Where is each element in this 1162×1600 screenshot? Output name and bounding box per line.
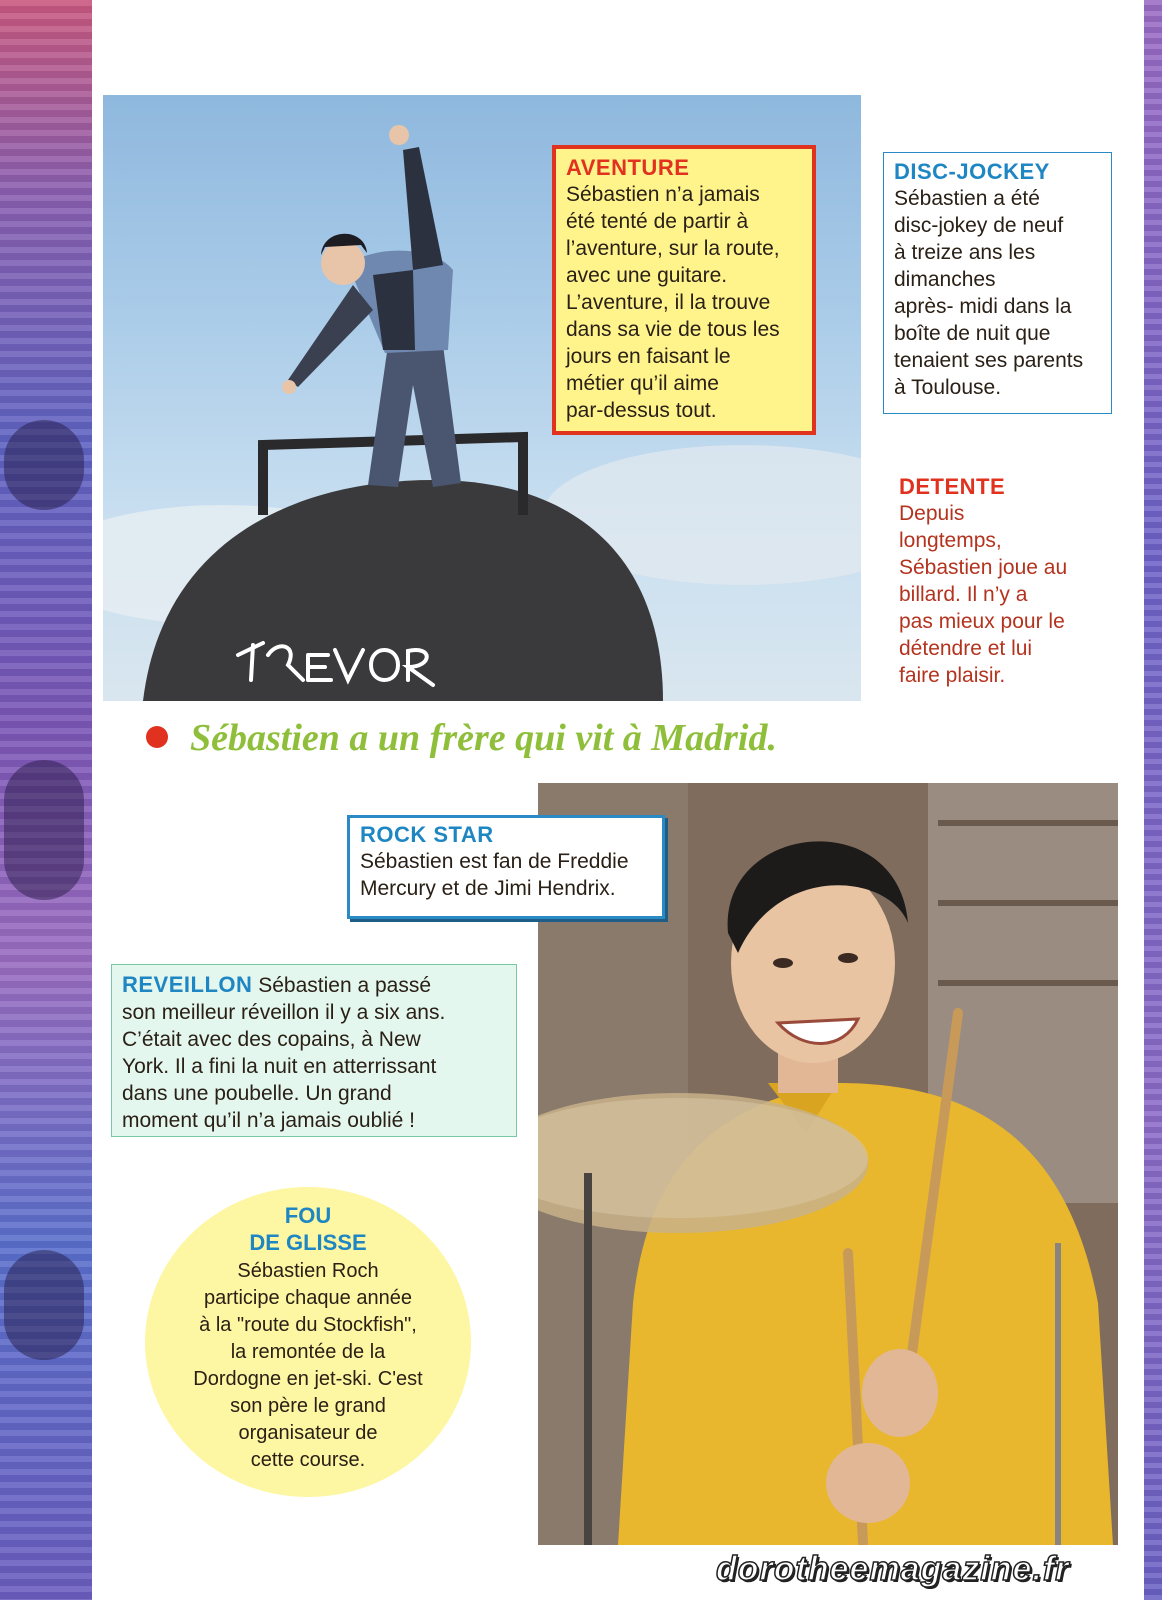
- rock-star-line: Mercury et de Jimi Hendrix.: [360, 877, 616, 900]
- reveillon-line: moment qu’il n’a jamais oublié !: [122, 1109, 415, 1132]
- detente-line: longtemps,: [899, 529, 1002, 552]
- reveillon-text: [122, 971, 506, 1134]
- fou-de-glisse-title: [145, 1202, 471, 1256]
- bullet-dot-icon: [146, 726, 168, 748]
- aventure-line: L’aventure, il la trouve: [566, 291, 771, 314]
- rock-star-title: ROCK STAR: [360, 822, 494, 847]
- border-blob: [4, 1250, 84, 1360]
- disc-jockey-line: à treize ans les: [894, 241, 1036, 264]
- detente-line: Depuis: [899, 502, 965, 525]
- fou-de-glisse-circle: [145, 1187, 471, 1497]
- disc-jockey-line: à Toulouse.: [894, 376, 1002, 399]
- fou-line: son père le grand: [230, 1395, 386, 1417]
- fou-title-line: DE GLISSE: [249, 1230, 367, 1255]
- detente-text: [899, 500, 1109, 689]
- reveillon-box: [111, 964, 517, 1137]
- fou-line: cette course.: [250, 1449, 366, 1471]
- site-watermark: dorotheemagazine.fr: [716, 1550, 1070, 1588]
- rock-star-box: [347, 815, 665, 919]
- disc-jockey-line: tenaient ses parents: [894, 349, 1084, 372]
- detente-line: Sébastien joue au: [899, 556, 1068, 579]
- disc-jockey-title: DISC-JOCKEY: [894, 159, 1050, 184]
- aventure-line: l’aventure, sur la route,: [566, 237, 780, 260]
- right-decorative-border: [1144, 0, 1162, 1600]
- border-blob: [4, 420, 84, 510]
- fou-line: organisateur de: [238, 1422, 378, 1444]
- fou-de-glisse-text: [145, 1258, 471, 1474]
- aventure-line: Sébastien n’a jamais: [566, 183, 760, 206]
- reveillon-line: dans une poubelle. Un grand: [122, 1082, 392, 1105]
- reveillon-line: York. Il a fini la nuit en atterrissant: [122, 1055, 437, 1078]
- detente-line: détendre et lui: [899, 637, 1033, 660]
- aventure-line: été tenté de partir à: [566, 210, 749, 233]
- aventure-text: [566, 181, 802, 424]
- disc-jockey-box: [883, 152, 1112, 414]
- left-decorative-border: [0, 0, 92, 1600]
- aventure-line: jours en faisant le: [566, 345, 731, 368]
- aventure-line: par-dessus tout.: [566, 399, 717, 422]
- reveillon-first-line: [122, 971, 506, 999]
- reveillon-line: Sébastien a passé: [258, 974, 432, 997]
- fou-line: Dordogne en jet-ski. C'est: [193, 1368, 423, 1390]
- fou-line: participe chaque année: [204, 1287, 412, 1309]
- disc-jockey-line: disc-jokey de neuf: [894, 214, 1064, 237]
- disc-jockey-text: [894, 185, 1101, 401]
- aventure-line: métier qu’il aime: [566, 372, 719, 395]
- fou-line: la remontée de la: [230, 1341, 386, 1363]
- reveillon-line: son meilleur réveillon il y a six ans.: [122, 1001, 446, 1024]
- disc-jockey-line: Sébastien a été: [894, 187, 1040, 210]
- aventure-title: AVENTURE: [566, 155, 690, 180]
- reveillon-line: C’était avec des copains, à New: [122, 1028, 421, 1051]
- detente-title: DETENTE: [899, 474, 1006, 499]
- rock-star-line: Sébastien est fan de Freddie: [360, 850, 629, 873]
- aventure-line: avec une guitare.: [566, 264, 728, 287]
- disc-jockey-line: dimanches: [894, 268, 996, 291]
- headline-text: Sébastien a un frère qui vit à Madrid.: [190, 717, 777, 759]
- disc-jockey-line: après- midi dans la: [894, 295, 1072, 318]
- reveillon-title: REVEILLON: [122, 972, 253, 997]
- disc-jockey-line: boîte de nuit que: [894, 322, 1051, 345]
- detente-line: pas mieux pour le: [899, 610, 1065, 633]
- border-blob: [4, 760, 84, 900]
- fou-title-line: FOU: [284, 1203, 332, 1228]
- detente-line: billard. Il n’y a: [899, 583, 1028, 606]
- fou-line: à la "route du Stockfish",: [199, 1314, 417, 1336]
- detente-line: faire plaisir.: [899, 664, 1006, 687]
- aventure-box: [552, 145, 816, 435]
- aventure-line: dans sa vie de tous les: [566, 318, 780, 341]
- fou-line: Sébastien Roch: [237, 1260, 379, 1282]
- madrid-headline: [146, 716, 1046, 764]
- detente-block: [899, 474, 1109, 694]
- rock-star-text: [360, 848, 652, 902]
